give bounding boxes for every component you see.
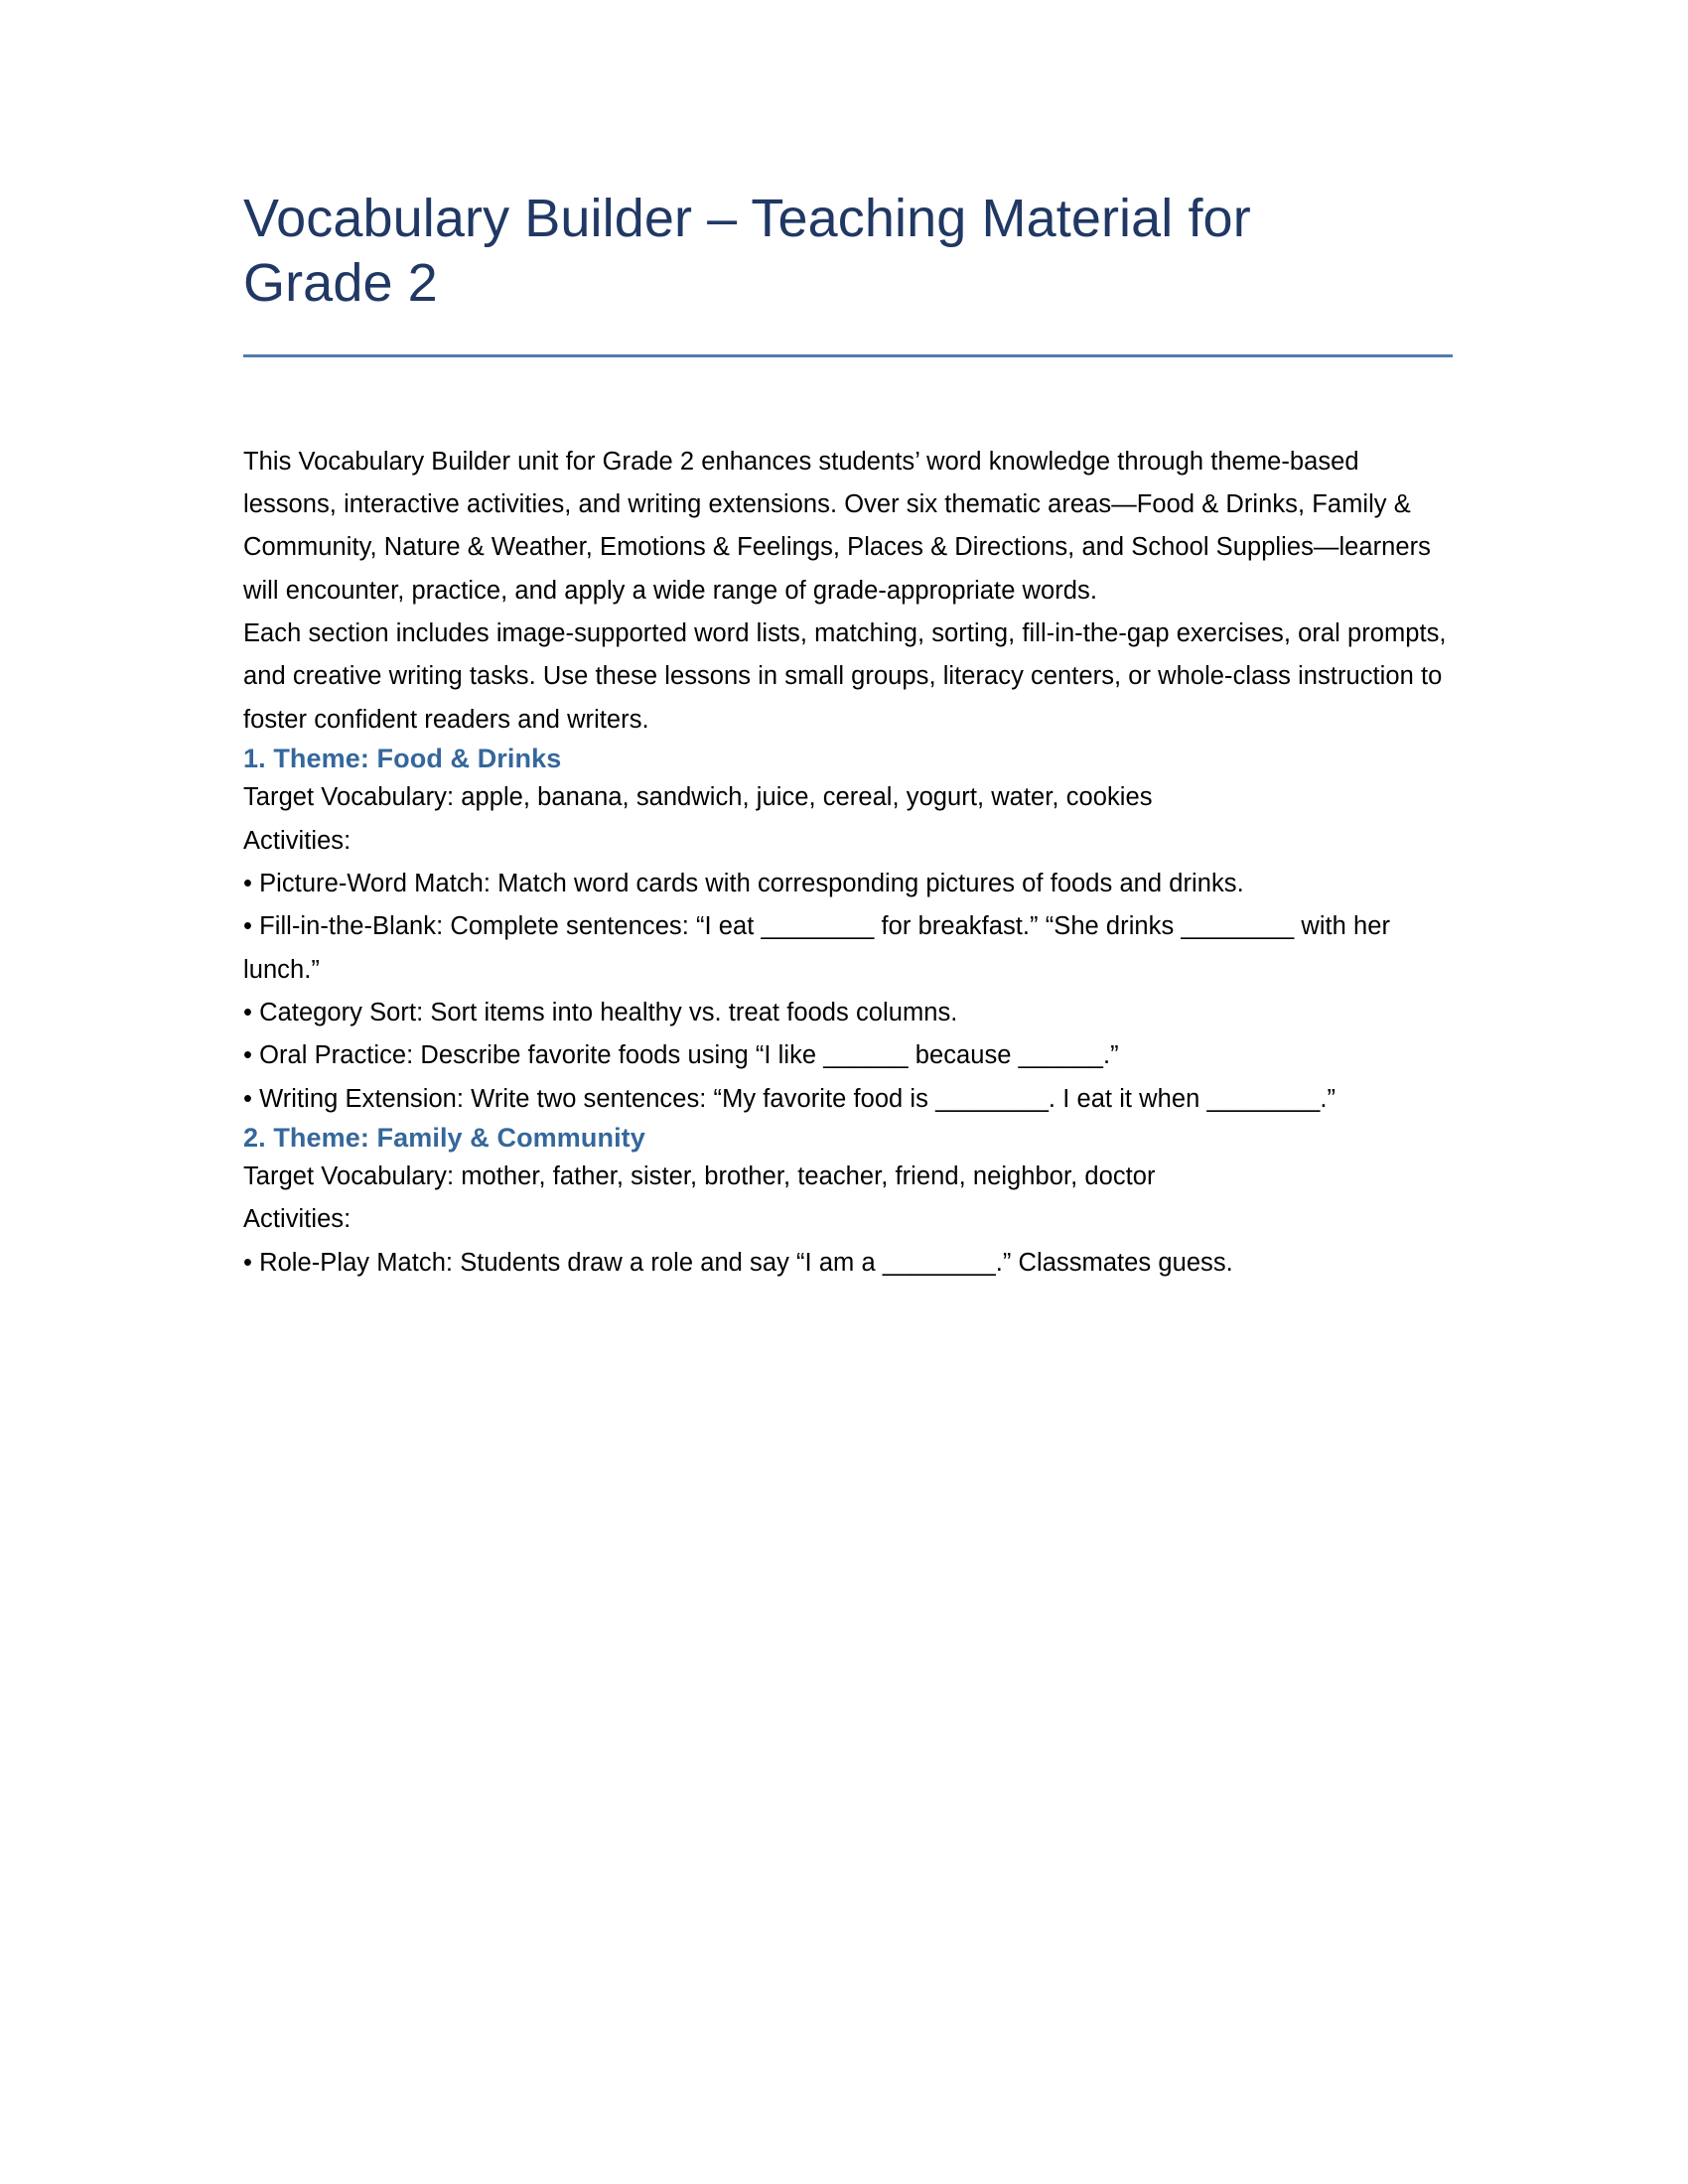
activity-list-1 <box>243 863 1453 1121</box>
target-vocabulary-2: Target Vocabulary: mother, father, sister, brother, teacher, friend, neighbor, doctor <box>243 1162 1156 1190</box>
intro-section <box>243 441 1453 742</box>
document-content <box>243 0 1453 1285</box>
activity-list-2 <box>243 1242 1453 1285</box>
list-item: • Category Sort: Sort items into healthy vs. treat foods columns. <box>243 998 958 1026</box>
theme-section-food-drinks <box>243 742 1453 1121</box>
list-item: • Role-Play Match: Students draw a role and say “I am a ________.” Classmates guess. <box>243 1248 1233 1277</box>
intro-paragraph-1: This Vocabulary Builder unit for Grade 2 enhances students’ word knowledge through theme-based lessons, interactive activities, and writing extensions. Over six thematic areas—Food & Drinks, Family & Community, Nature & Weather, Emotions & Feelings, Places & Directions, and School Supplies—learners will encounter, practice, and apply a wide range of grade-appropriate words. <box>243 447 1431 605</box>
list-item: • Picture-Word Match: Match word cards with corresponding pictures of foods and drinks. <box>243 869 1244 897</box>
page-title: Vocabulary Builder – Teaching Material for Grade 2 <box>243 189 1251 314</box>
activities-label-1: Activities: <box>243 826 352 855</box>
title-divider <box>243 354 1453 357</box>
section-heading-1: 1. Theme: Food & Drinks <box>243 744 562 774</box>
activities-label-2: Activities: <box>243 1205 352 1234</box>
intro-paragraph-2: Each section includes image-supported word lists, matching, sorting, fill-in-the-gap exercises, oral prompts, and creative writing tasks. Use these lessons in small groups, literacy centers, or whole-class instruction to foster confident readers and writers. <box>243 619 1447 734</box>
list-item: • Oral Practice: Describe favorite foods using “I like ______ because ______.” <box>243 1041 1119 1070</box>
theme-section-family-community <box>243 1121 1453 1285</box>
section-heading-2: 2. Theme: Family & Community <box>243 1122 645 1153</box>
list-item: • Writing Extension: Write two sentences: “My favorite food is ________. I eat it when ________.” <box>243 1084 1336 1113</box>
list-item: • Fill-in-the-Blank: Complete sentences: “I eat ________ for breakfast.” “She drinks ________ with her lunch.” <box>243 912 1391 984</box>
target-vocabulary-1: Target Vocabulary: apple, banana, sandwich, juice, cereal, yogurt, water, cookies <box>243 783 1153 812</box>
